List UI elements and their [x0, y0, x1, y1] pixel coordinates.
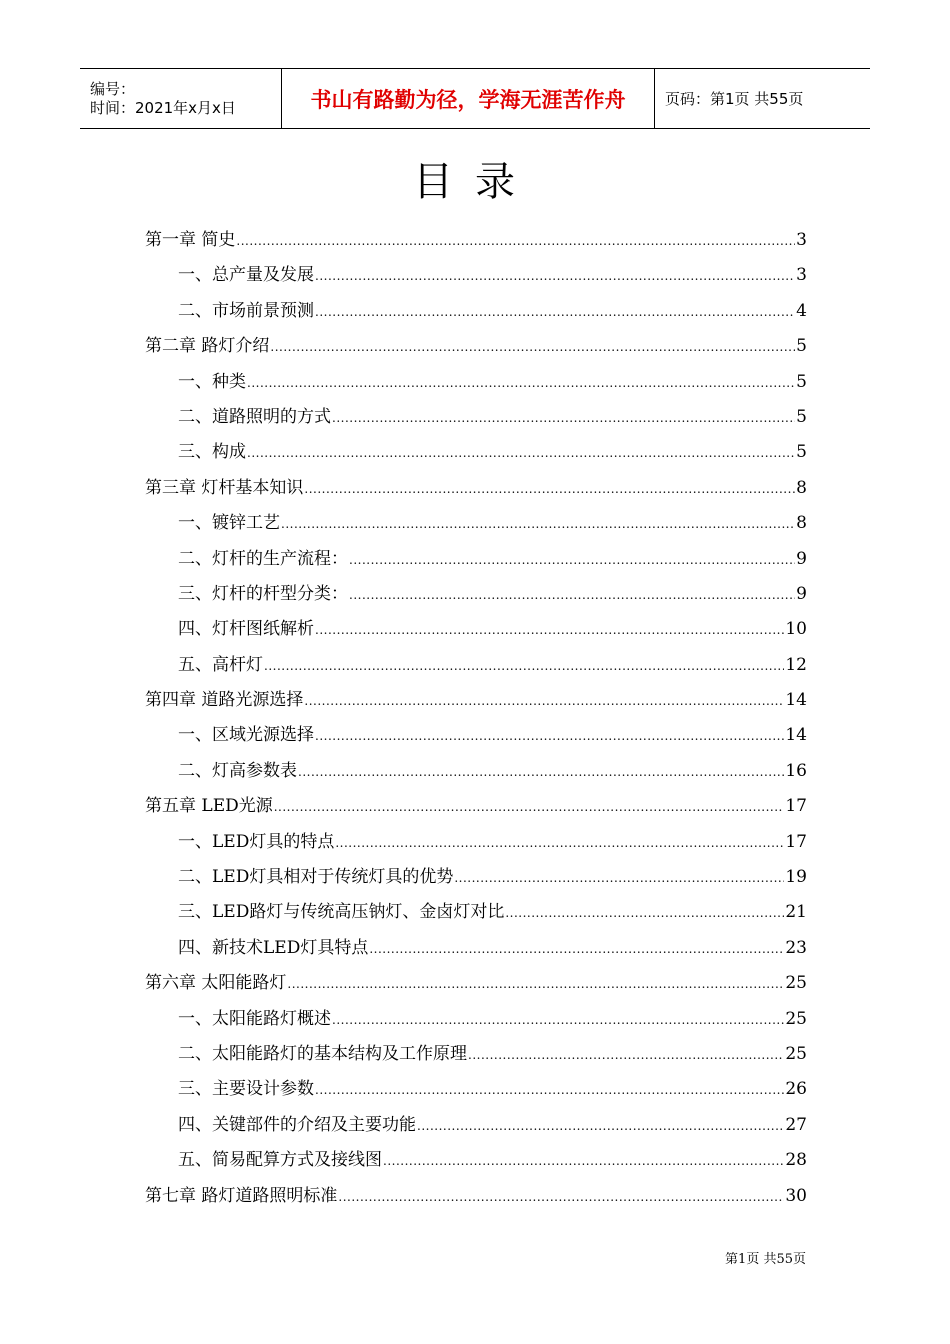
toc-entry-label: 五、高杆灯	[178, 654, 263, 675]
toc-entry-page: 14	[785, 690, 807, 711]
toc-leader-dots	[315, 264, 795, 288]
page-title: 目录	[413, 159, 537, 205]
toc-leader-dots	[335, 831, 784, 855]
toc-section-entry[interactable]	[145, 263, 807, 298]
toc-section-entry[interactable]	[145, 936, 807, 971]
toc-chapter-entry[interactable]	[145, 228, 807, 263]
toc-entry-label: 第四章 道路光源选择	[145, 690, 304, 711]
toc-entry-label: 第五章 LED光源	[145, 796, 273, 817]
header-page-info: 页码：第1页 共55页	[665, 90, 804, 108]
toc-entry-page: 25	[785, 973, 807, 994]
header-time-line: 时间：2021年x月x日	[90, 98, 236, 117]
toc-entry-label: 二、灯高参数表	[178, 760, 297, 781]
toc-leader-dots	[332, 406, 795, 430]
toc-chapter-entry[interactable]	[145, 688, 807, 723]
toc-leader-dots	[454, 866, 784, 890]
toc-entry-label: 一、总产量及发展	[178, 265, 314, 286]
toc-section-entry[interactable]	[145, 653, 807, 688]
toc-entry-label: 一、太阳能路灯概述	[178, 1008, 331, 1029]
page-header	[80, 68, 870, 129]
toc-leader-dots	[304, 689, 784, 713]
toc-chapter-entry[interactable]	[145, 476, 807, 511]
toc-entry-page: 27	[785, 1114, 807, 1135]
header-number-label: 编号：	[90, 79, 136, 98]
toc-entry-page: 10	[785, 619, 807, 640]
toc-section-entry[interactable]	[145, 582, 807, 617]
toc-section-entry[interactable]	[145, 865, 807, 900]
toc-entry-page: 9	[796, 583, 807, 604]
toc-entry-label: 三、灯杆的杆型分类：	[178, 583, 348, 604]
toc-section-entry[interactable]	[145, 830, 807, 865]
toc-entry-label: 四、灯杆图纸解析	[178, 619, 314, 640]
toc-entry-page: 23	[785, 937, 807, 958]
table-of-contents	[145, 228, 807, 1219]
toc-entry-label: 第二章 路灯介绍	[145, 336, 270, 357]
toc-leader-dots	[468, 1043, 784, 1067]
toc-section-entry[interactable]	[145, 1042, 807, 1077]
toc-entry-page: 3	[796, 265, 807, 286]
page-footer: 第1页 共55页	[725, 1252, 806, 1267]
toc-entry-label: 第六章 太阳能路灯	[145, 973, 287, 994]
toc-leader-dots	[417, 1114, 784, 1138]
toc-entry-label: 三、LED路灯与传统高压钠灯、金卤灯对比	[178, 902, 505, 923]
toc-chapter-entry[interactable]	[145, 334, 807, 369]
toc-section-entry[interactable]	[145, 1113, 807, 1148]
toc-section-entry[interactable]	[145, 723, 807, 758]
toc-entry-label: 二、LED灯具相对于传统灯具的优势	[178, 867, 454, 888]
toc-entry-page: 26	[785, 1079, 807, 1100]
toc-section-entry[interactable]	[145, 511, 807, 546]
toc-entry-page: 17	[785, 796, 807, 817]
toc-section-entry[interactable]	[145, 440, 807, 475]
toc-entry-page: 5	[796, 371, 807, 392]
toc-leader-dots	[315, 300, 795, 324]
toc-section-entry[interactable]	[145, 1077, 807, 1112]
toc-entry-page: 3	[796, 230, 807, 250]
toc-section-entry[interactable]	[145, 547, 807, 582]
toc-leader-dots	[264, 654, 784, 678]
toc-section-entry[interactable]	[145, 405, 807, 440]
toc-section-entry[interactable]	[145, 370, 807, 405]
toc-entry-label: 一、种类	[178, 371, 246, 392]
toc-leader-dots	[338, 1185, 784, 1209]
toc-entry-label: 二、市场前景预测	[178, 300, 314, 321]
header-left-cell	[80, 69, 282, 128]
toc-entry-page: 14	[785, 725, 807, 746]
toc-entry-page: 5	[796, 406, 807, 427]
toc-entry-page: 16	[785, 760, 807, 781]
toc-entry-page: 17	[785, 831, 807, 852]
toc-entry-page: 5	[796, 336, 807, 357]
toc-leader-dots	[247, 441, 795, 465]
toc-leader-dots	[315, 1078, 784, 1102]
toc-entry-label: 二、太阳能路灯的基本结构及工作原理	[178, 1043, 467, 1064]
toc-entry-page: 8	[796, 513, 807, 534]
toc-entry-page: 25	[785, 1043, 807, 1064]
toc-section-entry[interactable]	[145, 1148, 807, 1183]
toc-leader-dots	[270, 335, 795, 359]
toc-leader-dots	[247, 371, 795, 395]
toc-chapter-entry[interactable]	[145, 794, 807, 829]
toc-chapter-entry[interactable]	[145, 1184, 807, 1219]
toc-entry-label: 第一章 简史	[145, 230, 236, 250]
toc-entry-page: 8	[796, 477, 807, 498]
toc-leader-dots	[315, 724, 784, 748]
toc-entry-label: 四、新技术LED灯具特点	[178, 937, 369, 958]
toc-leader-dots	[287, 972, 784, 996]
toc-entry-label: 三、构成	[178, 442, 246, 463]
toc-leader-dots	[332, 1008, 784, 1032]
toc-entry-page: 12	[785, 654, 807, 675]
toc-leader-dots	[304, 477, 795, 501]
toc-entry-label: 第三章 灯杆基本知识	[145, 477, 304, 498]
toc-entry-label: 一、LED灯具的特点	[178, 831, 335, 852]
toc-entry-page: 25	[785, 1008, 807, 1029]
toc-entry-label: 三、主要设计参数	[178, 1079, 314, 1100]
toc-entry-page: 9	[796, 548, 807, 569]
toc-section-entry[interactable]	[145, 1007, 807, 1042]
toc-entry-page: 28	[785, 1150, 807, 1171]
toc-section-entry[interactable]	[145, 299, 807, 334]
toc-leader-dots	[383, 1149, 784, 1173]
toc-entry-page: 30	[785, 1185, 807, 1206]
toc-leader-dots	[281, 512, 795, 536]
toc-entry-page: 21	[785, 902, 807, 923]
toc-leader-dots	[369, 937, 784, 961]
toc-leader-dots	[315, 618, 784, 642]
toc-leader-dots	[349, 548, 795, 572]
toc-leader-dots	[505, 901, 784, 925]
toc-entry-page: 4	[796, 300, 807, 321]
toc-entry-page: 19	[785, 867, 807, 888]
toc-entry-label: 第七章 路灯道路照明标准	[145, 1185, 338, 1206]
toc-entry-page: 5	[796, 442, 807, 463]
toc-section-entry[interactable]	[145, 900, 807, 935]
toc-leader-dots	[236, 229, 795, 253]
toc-chapter-entry[interactable]	[145, 971, 807, 1006]
toc-section-entry[interactable]	[145, 759, 807, 794]
toc-leader-dots	[298, 760, 784, 784]
toc-leader-dots	[274, 795, 785, 819]
toc-entry-label: 五、简易配算方式及接线图	[178, 1150, 382, 1171]
toc-leader-dots	[349, 583, 795, 607]
toc-entry-label: 二、灯杆的生产流程：	[178, 548, 348, 569]
toc-entry-label: 一、区域光源选择	[178, 725, 314, 746]
toc-entry-label: 四、关键部件的介绍及主要功能	[178, 1114, 416, 1135]
toc-section-entry[interactable]	[145, 617, 807, 652]
toc-entry-label: 二、道路照明的方式	[178, 406, 331, 427]
header-motto: 书山有路勤为径，学海无涯苦作舟	[282, 69, 655, 128]
toc-entry-label: 一、镀锌工艺	[178, 513, 280, 534]
